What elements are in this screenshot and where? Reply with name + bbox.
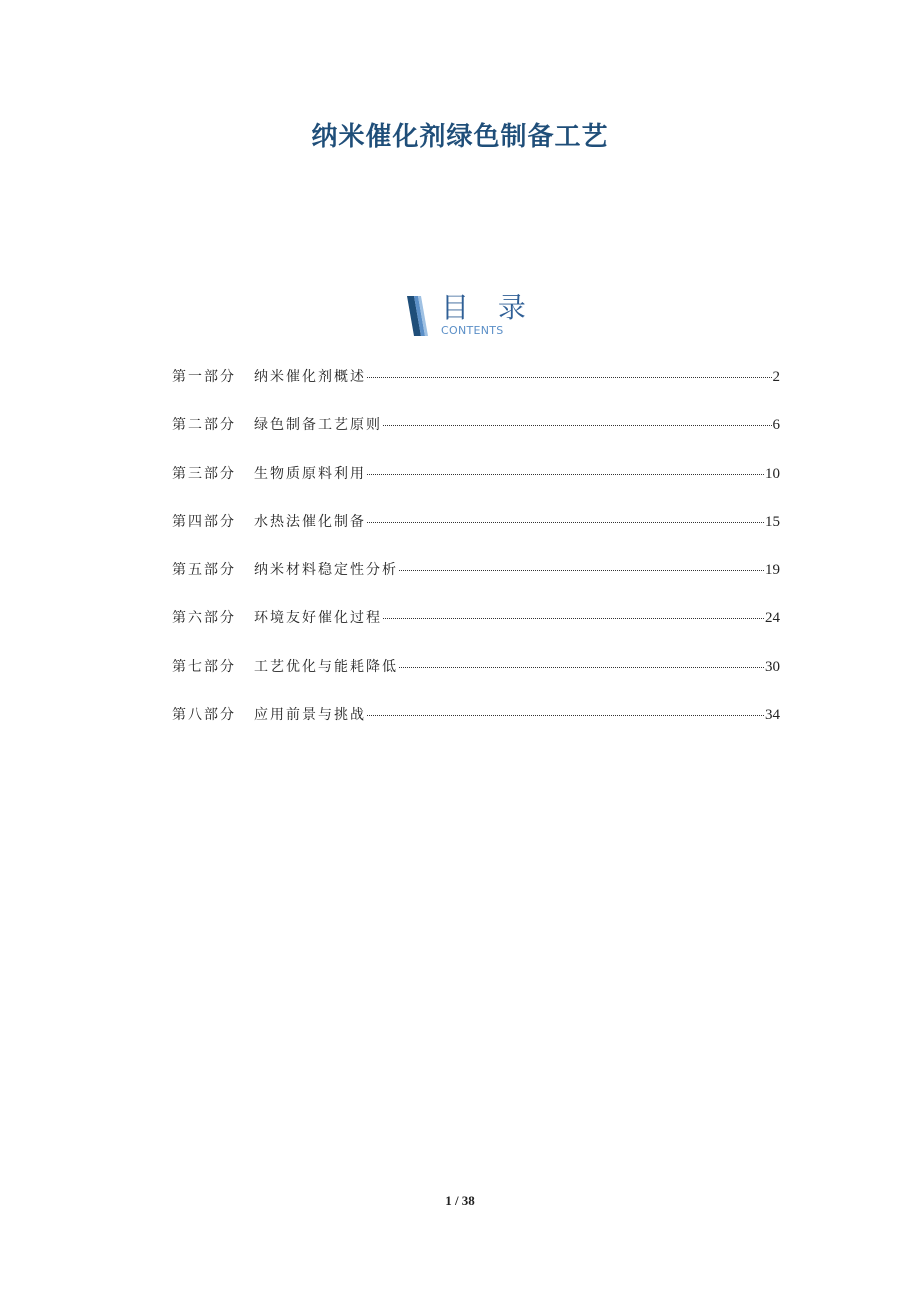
toc-entry-title: 纳米催化剂概述 xyxy=(254,369,366,385)
toc-entry[interactable] xyxy=(172,656,780,704)
toc-entry-part: 第三部分 xyxy=(172,465,236,482)
toc-entry-title: 工艺优化与能耗降低 xyxy=(254,658,398,675)
toc-entry-part: 第四部分 xyxy=(172,513,236,530)
toc-leader-dots xyxy=(367,715,764,716)
toc-entry-part: 第六部分 xyxy=(172,610,236,627)
toc-leader-dots xyxy=(367,377,772,378)
toc-entry-page: 15 xyxy=(765,513,780,530)
toc-entry[interactable] xyxy=(172,414,780,462)
toc-list xyxy=(172,366,780,752)
toc-entry-page: 34 xyxy=(765,707,780,724)
toc-entry-part: 第五部分 xyxy=(172,562,236,579)
toc-leader-dots xyxy=(367,474,764,475)
toc-entry-page: 30 xyxy=(765,658,780,675)
toc-entry[interactable] xyxy=(172,366,780,414)
toc-entry-part: 第七部分 xyxy=(172,658,236,675)
toc-leader-dots xyxy=(399,570,764,571)
toc-entry-page: 2 xyxy=(772,369,780,385)
toc-entry-title: 水热法催化制备 xyxy=(254,513,366,530)
toc-entry-page: 6 xyxy=(772,417,780,434)
toc-heading: 目 录 xyxy=(441,291,536,324)
document-title: 纳米催化剂绿色制备工艺 xyxy=(311,122,609,152)
toc-header xyxy=(405,291,536,342)
toc-entry-part: 第八部分 xyxy=(172,707,236,724)
toc-entry[interactable] xyxy=(172,463,780,511)
toc-leader-dots xyxy=(383,425,772,426)
toc-subheading: CONTENTS xyxy=(441,324,504,337)
toc-entry-page: 24 xyxy=(765,610,780,627)
toc-entry-page: 19 xyxy=(765,562,780,579)
toc-entry[interactable] xyxy=(172,704,780,752)
toc-logo-icon xyxy=(405,296,431,336)
toc-entry[interactable] xyxy=(172,511,780,559)
toc-entry-title: 绿色制备工艺原则 xyxy=(254,417,382,434)
toc-entry[interactable] xyxy=(172,559,780,607)
toc-entry-title: 环境友好催化过程 xyxy=(254,610,382,627)
toc-entry-part: 第一部分 xyxy=(172,369,236,385)
toc-leader-dots xyxy=(367,522,764,523)
toc-leader-dots xyxy=(383,618,764,619)
toc-entry-title: 生物质原料利用 xyxy=(254,465,366,482)
toc-entry-page: 10 xyxy=(765,465,780,482)
toc-entry-title: 纳米材料稳定性分析 xyxy=(254,562,398,579)
toc-entry[interactable] xyxy=(172,607,780,655)
toc-entry-part: 第二部分 xyxy=(172,417,236,434)
toc-entry-title: 应用前景与挑战 xyxy=(254,707,366,724)
toc-leader-dots xyxy=(399,667,764,668)
page-indicator: 1 / 38 xyxy=(445,1193,475,1208)
